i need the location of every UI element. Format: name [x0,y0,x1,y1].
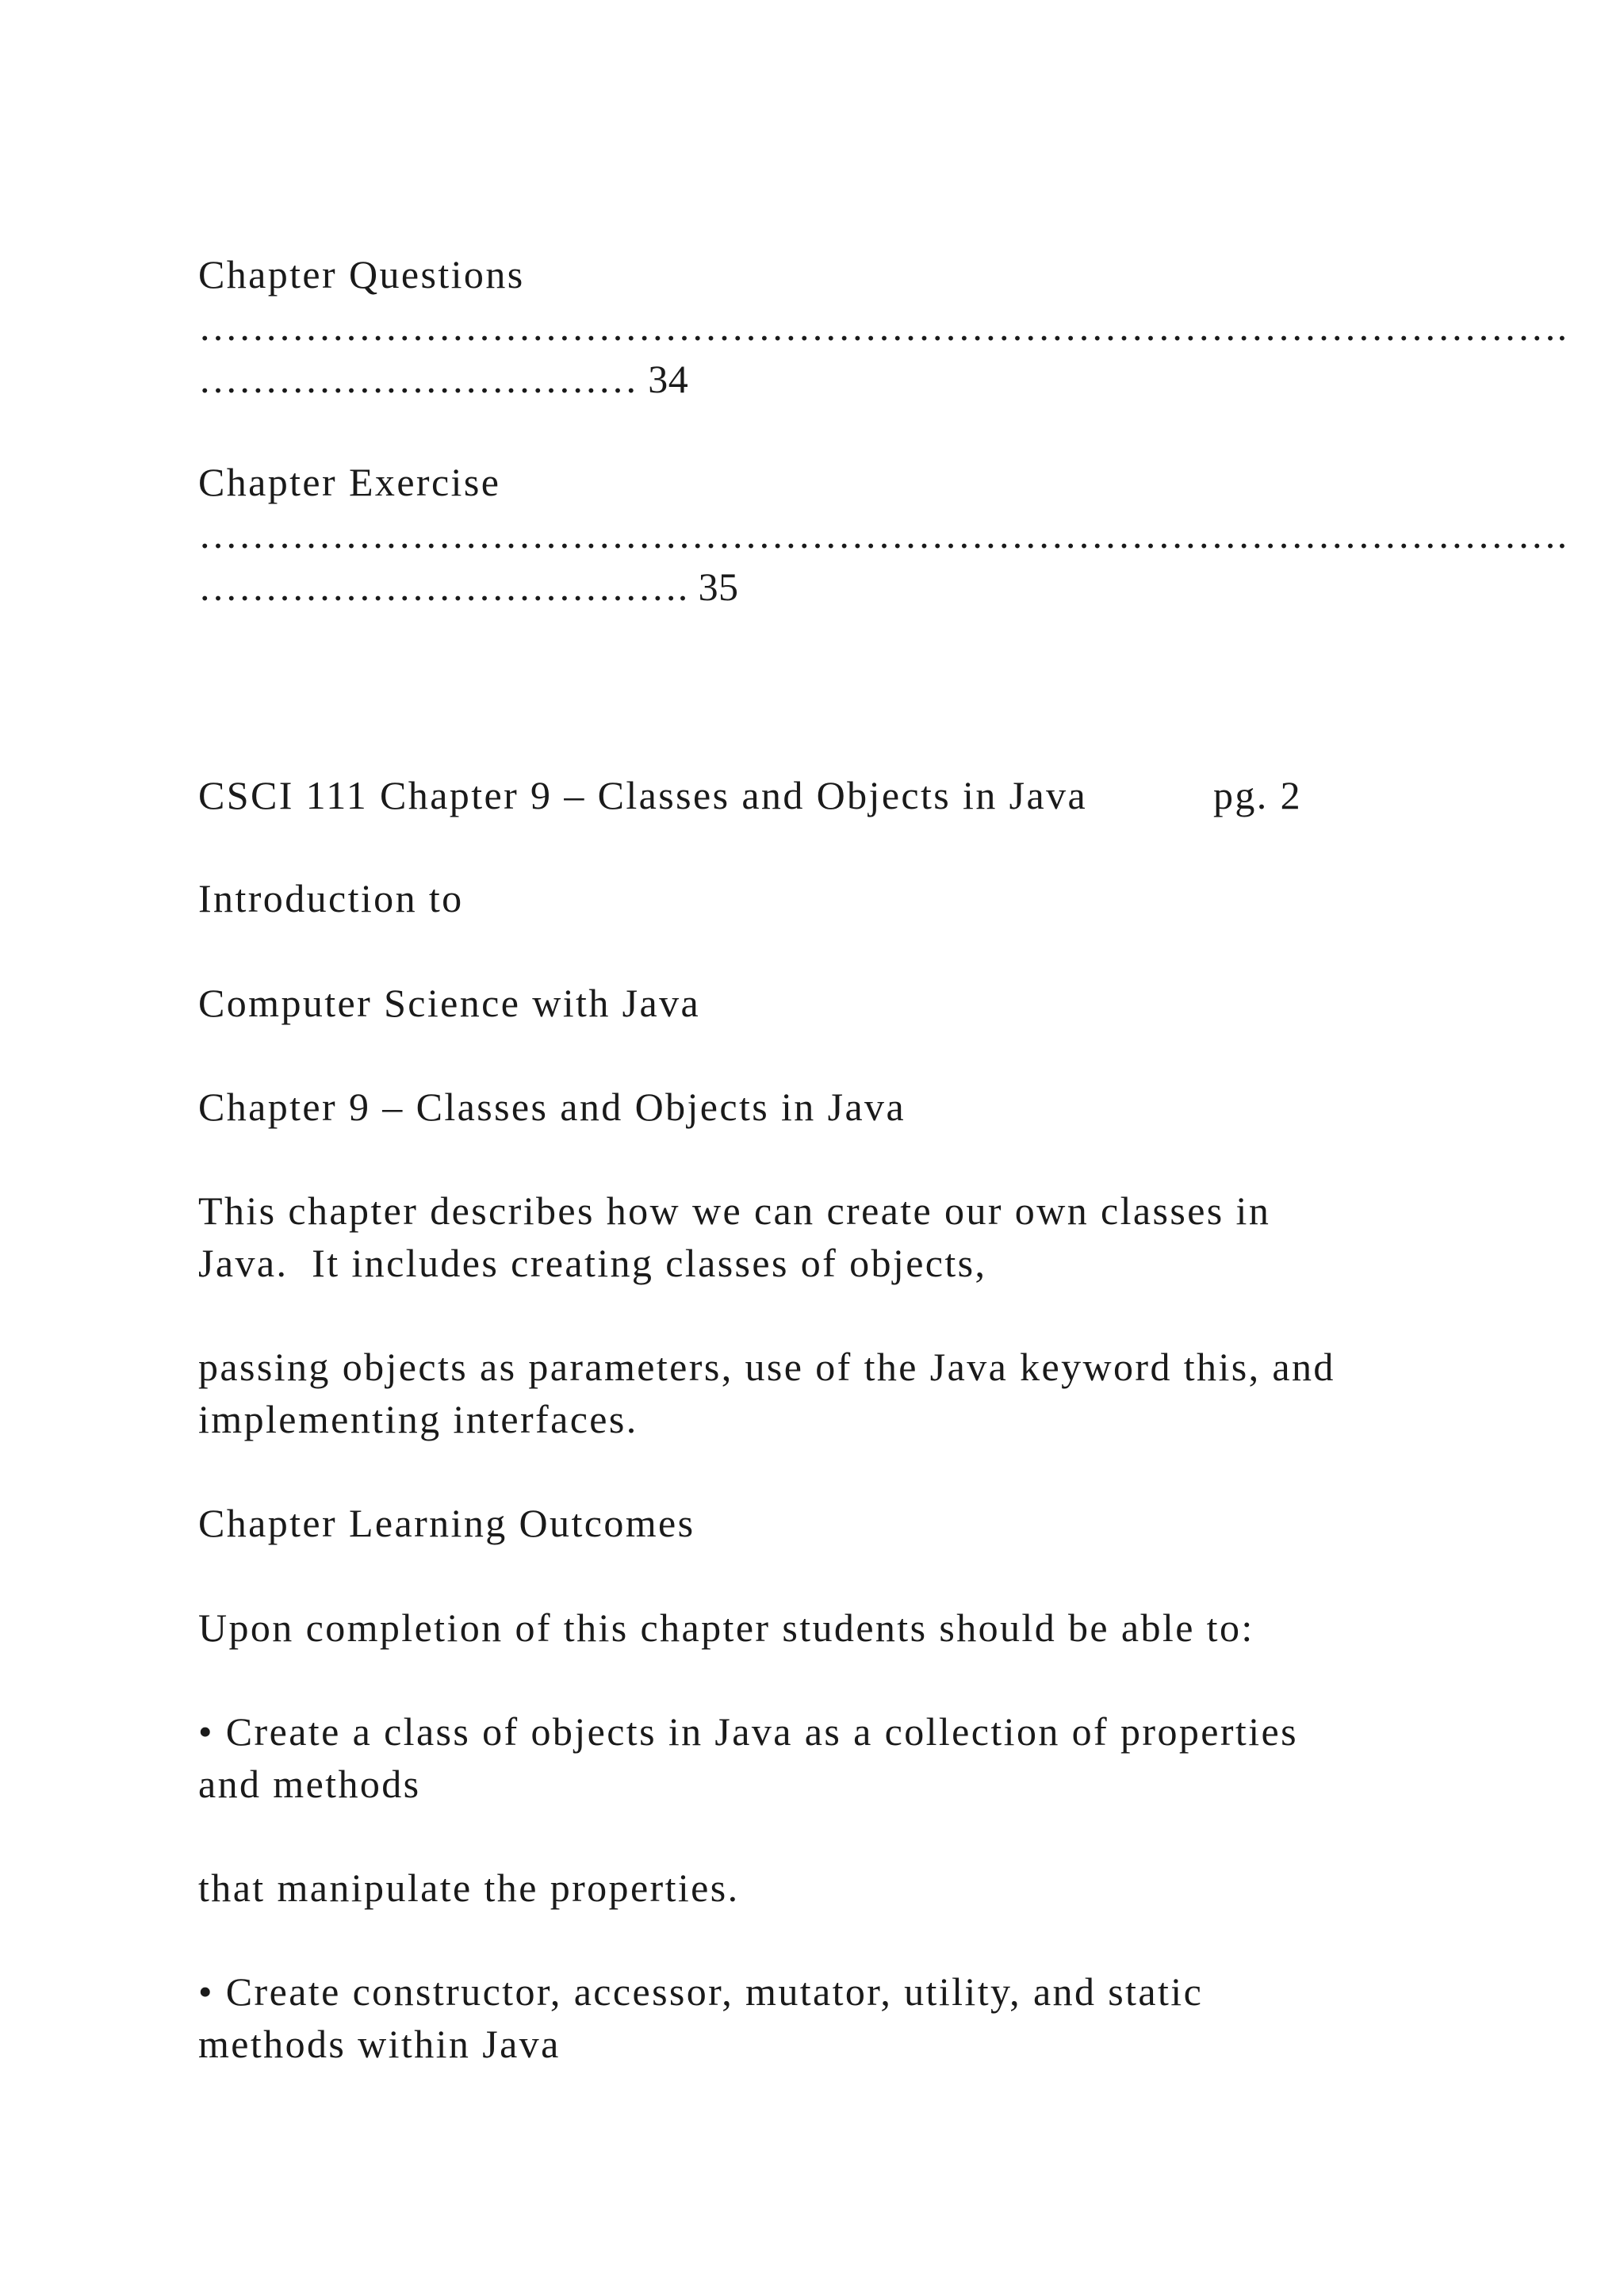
toc-entry-chapter-exercise-page: ………………………………. 35 [198,564,739,609]
outcome-bullet-1-line-2: and methods [198,1762,421,1806]
running-header-title: CSCI 111 Chapter 9 – Classes and Objects in Java [198,773,1088,817]
outcome-bullet-2-line-1: • Create constructor, accessor, mutator, utility, and static [198,1969,1204,2014]
toc-entry-chapter-exercise-title: Chapter Exercise [198,460,501,504]
toc-entry-chapter-questions-title: Chapter Questions [198,252,525,297]
toc-entry-chapter-exercise-leader: …………………………………………………………………………………………. [198,512,1568,557]
course-title: Computer Science with Java [198,981,701,1025]
description-paragraph-1-line-1: This chapter describes how we can create our own classes in [198,1188,1271,1233]
chapter-title: Chapter 9 – Classes and Objects in Java [198,1085,906,1129]
toc-entry-chapter-questions-page: …………………………… 34 [198,357,689,401]
running-header-page-number: pg. 2 [1213,773,1302,817]
outcome-bullet-2-line-2: methods within Java [198,2022,561,2066]
description-paragraph-2-line-1: passing objects as parameters, use of the Java keyword this, and [198,1345,1335,1389]
outcome-bullet-1-line-1: • Create a class of objects in Java as a collection of properties [198,1709,1298,1754]
outcome-bullet-1-continuation: that manipulate the properties. [198,1866,740,1910]
description-paragraph-2-line-2: implementing interfaces. [198,1397,638,1441]
intro-line: Introduction to [198,876,464,920]
learning-outcomes-lead: Upon completion of this chapter students should be able to: [198,1605,1254,1650]
toc-entry-chapter-questions-leader: …………………………………………………………………………………………. [198,304,1568,349]
learning-outcomes-heading: Chapter Learning Outcomes [198,1501,695,1545]
description-paragraph-1-line-2: Java. It includes creating classes of objects, [198,1241,987,1285]
